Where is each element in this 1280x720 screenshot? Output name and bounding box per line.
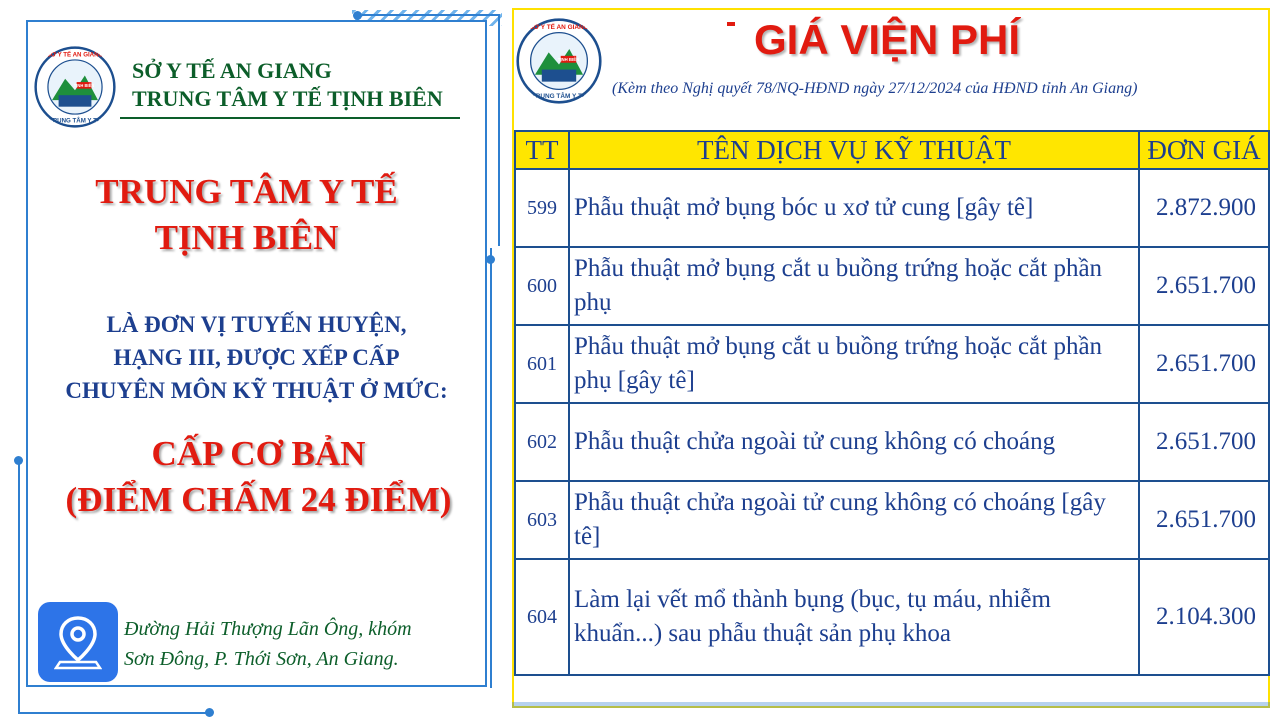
- table-row: [515, 247, 1269, 325]
- row-service-name: Phẫu thuật chửa ngoài tử cung không có choáng [gây tê]: [569, 481, 1139, 559]
- hospital-logo: [34, 46, 116, 128]
- row-tt: 599: [515, 169, 569, 247]
- row-tt: 604: [515, 559, 569, 675]
- frame-dot: [353, 11, 362, 20]
- frame-line: [498, 14, 500, 246]
- map-pin-icon: [54, 614, 102, 670]
- headline-line-2: TỊNH BIÊN: [154, 218, 339, 257]
- hospital-logo: [516, 18, 602, 104]
- row-unit-price: 2.651.700: [1139, 325, 1269, 403]
- org-parent-name: SỞ Y TẾ AN GIANG: [132, 58, 332, 83]
- logo-top-text: SỞ Y TẾ AN GIANG: [529, 24, 589, 32]
- table-header-row: [515, 131, 1269, 169]
- table-row: [515, 325, 1269, 403]
- address-line-2: Sơn Đông, P. Thới Sơn, An Giang.: [124, 648, 399, 670]
- frame-line: [490, 248, 492, 688]
- description-line-3: CHUYÊN MÔN KỸ THUẬT Ở MỨC:: [65, 378, 448, 403]
- logo-bottom-text: TRUNG TÂM Y TẾ: [49, 117, 101, 125]
- row-unit-price: 2.104.300: [1139, 559, 1269, 675]
- logo-center-text: TỊNH BIÊN: [73, 83, 95, 88]
- row-tt: 601: [515, 325, 569, 403]
- frame-dot: [486, 255, 495, 264]
- frame-line: [18, 712, 208, 714]
- left-info-panel: [26, 20, 487, 687]
- org-underline: [120, 117, 460, 119]
- description-line-2: HẠNG III, ĐƯỢC XẾP CẤP: [113, 345, 400, 370]
- row-service-name: Phẫu thuật mở bụng cắt u buồng trứng hoặc cắt phần phụ [gây tê]: [569, 325, 1139, 403]
- frame-line: [18, 460, 20, 714]
- fee-table: [514, 130, 1270, 676]
- fee-panel: [512, 8, 1270, 708]
- level-line-2: (ĐIỂM CHẤM 24 ĐIỂM): [65, 480, 452, 519]
- logo-top-text: SỞ Y TẾ AN GIANG: [46, 51, 104, 59]
- logo-center-text: TỊNH BIÊN: [557, 57, 580, 62]
- table-row: [515, 559, 1269, 675]
- row-unit-price: 2.651.700: [1139, 403, 1269, 481]
- table-row: [515, 481, 1269, 559]
- frame-line: [362, 14, 500, 16]
- row-tt: 603: [515, 481, 569, 559]
- row-tt: 600: [515, 247, 569, 325]
- headline-line-1: TRUNG TÂM Y TẾ: [95, 172, 398, 211]
- logo-bottom-text: TRUNG TÂM Y TẾ: [531, 92, 587, 100]
- page-title: GIÁ VIỆN PHÍ: [754, 16, 1021, 63]
- header-tt: TT: [515, 131, 569, 169]
- row-service-name: Phẫu thuật mở bụng bóc u xơ tử cung [gây tê]: [569, 169, 1139, 247]
- row-tt: 602: [515, 403, 569, 481]
- header-unit-price: ĐƠN GIÁ: [1139, 131, 1269, 169]
- row-unit-price: 2.872.900: [1139, 169, 1269, 247]
- row-service-name: Phẫu thuật mở bụng cắt u buồng trứng hoặc cắt phần phụ: [569, 247, 1139, 325]
- org-name: TRUNG TÂM Y TẾ TỊNH BIÊN: [132, 86, 443, 111]
- page-subtitle: (Kèm theo Nghị quyết 78/NQ-HĐND ngày 27/12/2024 của HĐND tỉnh An Giang): [612, 80, 1138, 97]
- row-service-name: Phẫu thuật chửa ngoài tử cung không có choáng: [569, 403, 1139, 481]
- frame-dot: [205, 708, 214, 717]
- header-service-name: TÊN DỊCH VỤ KỸ THUẬT: [569, 131, 1139, 169]
- title-mark: [727, 22, 735, 26]
- level-line-1: CẤP CƠ BẢN: [151, 434, 366, 473]
- row-service-name: Làm lại vết mổ thành bụng (bục, tụ máu, nhiễm khuẩn...) sau phẫu thuật sản phụ khoa: [569, 559, 1139, 675]
- map-pin-button[interactable]: [38, 602, 118, 682]
- table-row: [515, 403, 1269, 481]
- row-unit-price: 2.651.700: [1139, 247, 1269, 325]
- address-line-1: Đường Hải Thượng Lãn Ông, khóm: [124, 618, 412, 640]
- panel-bottom-edge: [512, 702, 1270, 708]
- frame-dot: [14, 456, 23, 465]
- row-unit-price: 2.651.700: [1139, 481, 1269, 559]
- table-row: [515, 169, 1269, 247]
- description-line-1: LÀ ĐƠN VỊ TUYẾN HUYỆN,: [106, 312, 407, 337]
